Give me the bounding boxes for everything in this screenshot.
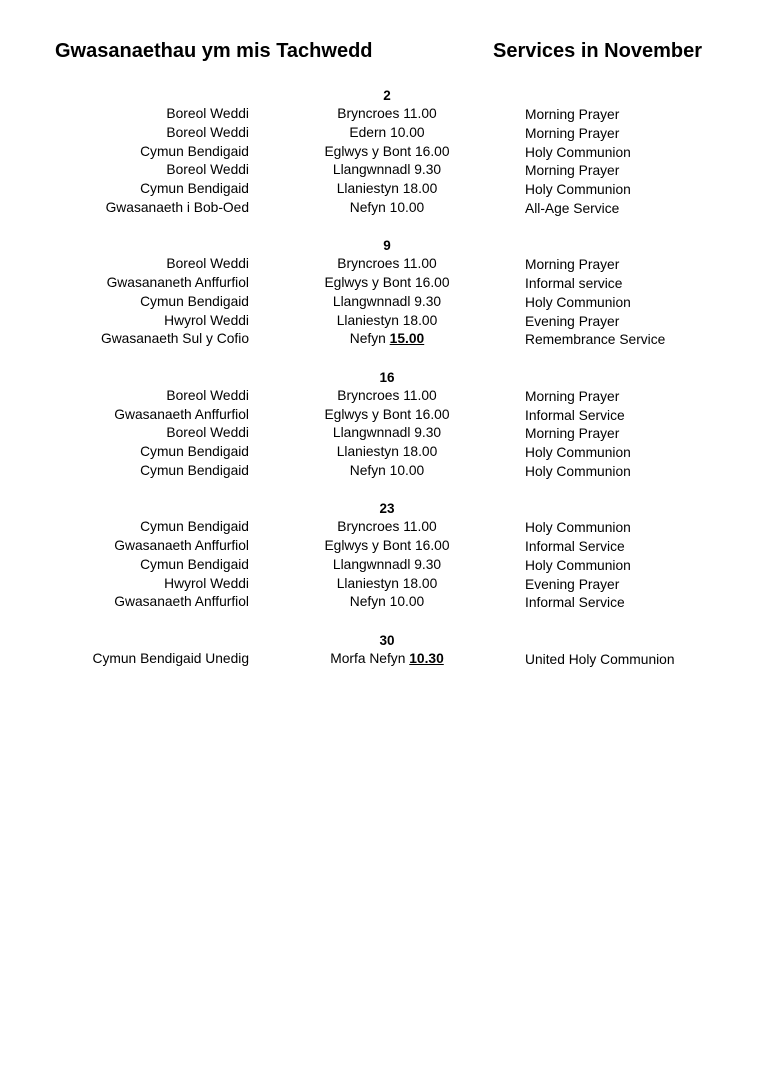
service-location-time bbox=[260, 180, 514, 199]
service-row bbox=[0, 593, 763, 612]
service-row bbox=[0, 199, 763, 218]
service-name-english: Holy Communion bbox=[525, 144, 631, 160]
service-name-welsh: Gwasanaeth Anffurfiol bbox=[114, 594, 249, 610]
service-name-english: United Holy Communion bbox=[525, 651, 675, 667]
service-row bbox=[0, 274, 763, 293]
service-time: 9.30 bbox=[414, 425, 442, 441]
service-row bbox=[0, 255, 763, 274]
service-row bbox=[0, 518, 763, 537]
service-row bbox=[0, 537, 763, 556]
service-location-time bbox=[260, 143, 514, 162]
service-location: Bryncroes bbox=[337, 106, 400, 121]
service-name-english: Morning Prayer bbox=[525, 388, 620, 404]
service-name-welsh: Cymun Bendigaid Unedig bbox=[92, 650, 249, 666]
service-location-time bbox=[260, 124, 514, 143]
service-row bbox=[0, 161, 763, 180]
service-name-welsh: Cymun Bendigaid bbox=[140, 143, 249, 159]
service-name-english: Morning Prayer bbox=[525, 163, 620, 179]
service-row bbox=[0, 330, 763, 349]
service-location-time bbox=[260, 575, 514, 594]
service-name-welsh: Cymun Bendigaid bbox=[140, 462, 249, 478]
service-location: Nefyn bbox=[349, 199, 386, 215]
service-name-english: Morning Prayer bbox=[525, 257, 620, 273]
service-location: Llangwnnadl bbox=[332, 425, 411, 441]
service-location: Nefyn bbox=[349, 594, 386, 610]
service-row bbox=[0, 462, 763, 481]
service-location-time bbox=[260, 330, 514, 349]
service-name-english: Informal service bbox=[525, 276, 623, 292]
service-time: 18.00 bbox=[402, 312, 438, 328]
service-name-welsh: Hwyrol Weddi bbox=[164, 312, 249, 328]
service-location-time bbox=[260, 105, 514, 124]
service-name-welsh: Gwasanaeth Sul y Cofio bbox=[100, 331, 249, 347]
service-time: 11.00 bbox=[403, 519, 437, 535]
service-location-time bbox=[260, 293, 514, 312]
sunday-date: 2 bbox=[383, 88, 391, 103]
service-location: Edern bbox=[349, 124, 387, 140]
service-name-welsh: Gwasanaeth Anffurfiol bbox=[114, 538, 249, 554]
service-time: 15.00 bbox=[389, 331, 425, 347]
service-time: 16.00 bbox=[414, 275, 450, 291]
service-location: Bryncroes bbox=[337, 256, 400, 272]
sunday-group bbox=[0, 236, 763, 349]
service-location: Eglwys y Bont bbox=[324, 538, 412, 554]
service-name-welsh: Boreol Weddi bbox=[166, 106, 249, 121]
sunday-group bbox=[0, 368, 763, 481]
service-name-welsh: Gwasanaeth Anffurfiol bbox=[114, 406, 249, 422]
service-name-welsh: Boreol Weddi bbox=[166, 124, 249, 140]
service-location: Llangwnnadl bbox=[332, 293, 411, 309]
service-time: 18.00 bbox=[402, 575, 438, 591]
service-time: 16.00 bbox=[414, 538, 450, 554]
service-row bbox=[0, 124, 763, 143]
service-name-english: Holy Communion bbox=[525, 182, 631, 198]
service-row bbox=[0, 575, 763, 594]
service-time: 18.00 bbox=[402, 181, 438, 197]
service-name-english: Morning Prayer bbox=[525, 125, 620, 141]
service-name-welsh: Boreol Weddi bbox=[166, 425, 249, 441]
service-name-welsh: Hwyrol Weddi bbox=[164, 575, 249, 591]
service-schedule bbox=[0, 86, 763, 687]
service-location-time bbox=[260, 274, 514, 293]
service-name-welsh: Gwasananeth Anffurfiol bbox=[106, 275, 249, 291]
sunday-group bbox=[0, 86, 763, 218]
service-name-english: Holy Communion bbox=[525, 463, 631, 479]
service-row bbox=[0, 406, 763, 425]
service-location-time bbox=[260, 650, 514, 669]
service-time: 16.00 bbox=[414, 143, 450, 159]
service-location: Eglwys y Bont bbox=[324, 406, 412, 422]
service-time: 9.30 bbox=[414, 556, 442, 572]
service-location: Eglwys y Bont bbox=[324, 143, 412, 159]
service-row bbox=[0, 387, 763, 406]
service-name-english: Informal Service bbox=[525, 595, 625, 611]
sunday-date: 16 bbox=[379, 369, 395, 385]
service-row bbox=[0, 143, 763, 162]
service-name-welsh: Cymun Bendigaid bbox=[140, 519, 249, 535]
service-name-welsh: Gwasanaeth i Bob-Oed bbox=[105, 199, 249, 215]
service-row bbox=[0, 105, 763, 124]
service-row bbox=[0, 180, 763, 199]
service-name-english: Informal Service bbox=[525, 539, 625, 555]
service-name-english: Evening Prayer bbox=[525, 576, 620, 592]
sunday-group bbox=[0, 631, 763, 669]
service-name-english: Holy Communion bbox=[525, 557, 631, 573]
service-name-welsh: Cymun Bendigaid bbox=[140, 181, 249, 197]
service-location-time bbox=[260, 161, 514, 180]
service-time: 11.00 bbox=[403, 256, 437, 272]
service-location: Nefyn bbox=[349, 331, 386, 347]
service-location-time bbox=[260, 593, 514, 612]
service-name-english: Remembrance Service bbox=[525, 332, 666, 348]
service-row bbox=[0, 312, 763, 331]
service-time: 11.00 bbox=[403, 387, 437, 403]
service-name-welsh: Cymun Bendigaid bbox=[140, 293, 249, 309]
service-time: 10.00 bbox=[389, 462, 425, 478]
service-location: Morfa Nefyn bbox=[330, 650, 406, 666]
service-name-english: Morning Prayer bbox=[525, 107, 620, 122]
service-time: 10.00 bbox=[389, 199, 425, 215]
service-location: Llangwnnadl bbox=[332, 162, 411, 178]
service-row bbox=[0, 424, 763, 443]
service-location-time bbox=[260, 462, 514, 481]
service-name-english: Evening Prayer bbox=[525, 313, 620, 329]
service-time: 10.00 bbox=[390, 124, 425, 140]
service-location: Llaniestyn bbox=[336, 444, 399, 460]
service-location: Nefyn bbox=[349, 462, 386, 478]
sunday-date: 23 bbox=[379, 501, 395, 517]
service-location: Llaniestyn bbox=[336, 575, 399, 591]
service-name-welsh: Boreol Weddi bbox=[166, 387, 249, 403]
service-location-time bbox=[260, 387, 514, 406]
service-row bbox=[0, 650, 763, 669]
service-location: Llaniestyn bbox=[336, 312, 399, 328]
service-location-time bbox=[260, 556, 514, 575]
service-name-english: Holy Communion bbox=[525, 520, 631, 536]
service-location: Eglwys y Bont bbox=[324, 275, 412, 291]
service-name-welsh: Boreol Weddi bbox=[166, 256, 249, 272]
service-name-english: All-Age Service bbox=[525, 200, 620, 216]
service-location-time bbox=[260, 424, 514, 443]
service-time: 9.30 bbox=[414, 162, 442, 178]
service-location-time bbox=[260, 443, 514, 462]
service-name-welsh: Cymun Bendigaid bbox=[140, 444, 249, 460]
service-location: Llangwnnadl bbox=[332, 556, 411, 572]
service-name-welsh: Cymun Bendigaid bbox=[140, 556, 249, 572]
service-location: Bryncroes bbox=[337, 519, 400, 535]
service-location-time bbox=[260, 518, 514, 537]
sunday-group bbox=[0, 499, 763, 612]
service-location: Llaniestyn bbox=[336, 181, 399, 197]
page-title-english: Services in November bbox=[493, 40, 702, 62]
service-name-english: Holy Communion bbox=[525, 445, 631, 461]
service-location-time bbox=[260, 406, 514, 425]
page-title-welsh: Gwasanaethau ym mis Tachwedd bbox=[55, 40, 373, 62]
service-name-english: Informal Service bbox=[525, 407, 625, 423]
service-time: 9.30 bbox=[414, 293, 442, 309]
service-time: 16.00 bbox=[414, 406, 450, 422]
service-row bbox=[0, 293, 763, 312]
service-row bbox=[0, 556, 763, 575]
service-location-time bbox=[260, 537, 514, 556]
service-location-time bbox=[260, 255, 514, 274]
service-name-english: Holy Communion bbox=[525, 294, 631, 310]
service-location-time bbox=[260, 199, 514, 218]
service-location: Bryncroes bbox=[337, 387, 400, 403]
sunday-date: 9 bbox=[383, 238, 391, 254]
service-time: 18.00 bbox=[402, 444, 438, 460]
service-time: 11.00 bbox=[403, 106, 437, 121]
service-name-welsh: Boreol Weddi bbox=[166, 162, 249, 178]
service-time: 10.00 bbox=[389, 594, 425, 610]
sunday-date: 30 bbox=[379, 632, 395, 648]
service-time: 10.30 bbox=[409, 650, 444, 666]
service-row bbox=[0, 443, 763, 462]
service-location-time bbox=[260, 312, 514, 331]
service-name-english: Morning Prayer bbox=[525, 426, 620, 442]
